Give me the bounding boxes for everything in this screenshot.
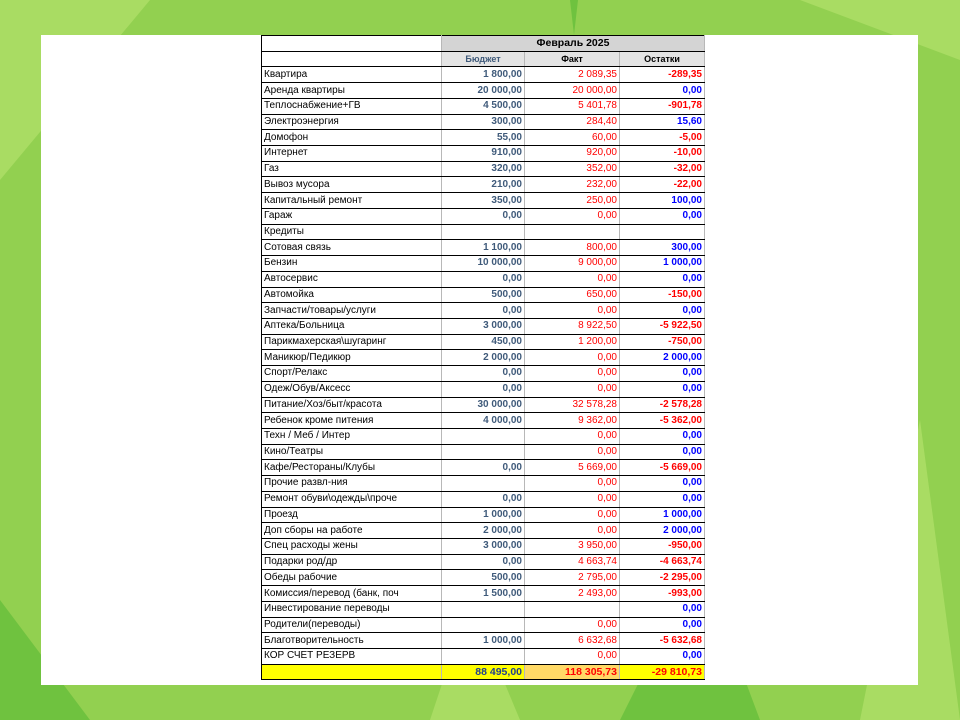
row-fact: 650,00 <box>525 287 620 303</box>
row-category: Капитальный ремонт <box>262 193 442 209</box>
row-rest: 0,00 <box>620 601 705 617</box>
total-row <box>262 664 705 680</box>
row-budget <box>442 649 525 665</box>
table-row <box>262 303 705 319</box>
period-title: Февраль 2025 <box>442 36 705 52</box>
row-fact: 9 000,00 <box>525 256 620 272</box>
row-fact: 2 089,35 <box>525 67 620 83</box>
table-row <box>262 193 705 209</box>
row-fact: 0,00 <box>525 208 620 224</box>
table-row <box>262 161 705 177</box>
row-budget: 30 000,00 <box>442 397 525 413</box>
row-fact: 0,00 <box>525 350 620 366</box>
row-rest: -22,00 <box>620 177 705 193</box>
row-budget: 2 000,00 <box>442 350 525 366</box>
column-header-budget: Бюджет <box>442 51 525 67</box>
row-budget <box>442 601 525 617</box>
row-fact: 1 200,00 <box>525 334 620 350</box>
row-rest: 100,00 <box>620 193 705 209</box>
row-budget <box>442 444 525 460</box>
table-row <box>262 177 705 193</box>
row-category: Маникюр/Педикюр <box>262 350 442 366</box>
row-category: Кино/Театры <box>262 444 442 460</box>
row-category: Техн / Меб / Интер <box>262 428 442 444</box>
row-fact: 284,40 <box>525 114 620 130</box>
table-row <box>262 428 705 444</box>
row-budget: 2 000,00 <box>442 523 525 539</box>
row-rest: 0,00 <box>620 208 705 224</box>
row-rest: -10,00 <box>620 146 705 162</box>
row-rest: -32,00 <box>620 161 705 177</box>
row-fact: 5 669,00 <box>525 460 620 476</box>
table-row <box>262 444 705 460</box>
table-row <box>262 114 705 130</box>
row-rest: -2 295,00 <box>620 570 705 586</box>
row-fact: 5 401,78 <box>525 98 620 114</box>
row-category: Бензин <box>262 256 442 272</box>
row-rest: -901,78 <box>620 98 705 114</box>
row-category: Парикмахерская\шугаринг <box>262 334 442 350</box>
row-budget: 0,00 <box>442 381 525 397</box>
row-fact: 9 362,00 <box>525 413 620 429</box>
row-budget: 1 800,00 <box>442 67 525 83</box>
row-fact: 0,00 <box>525 476 620 492</box>
row-fact: 32 578,28 <box>525 397 620 413</box>
row-rest: 15,60 <box>620 114 705 130</box>
total-rest: -29 810,73 <box>620 664 705 680</box>
row-fact: 2 795,00 <box>525 570 620 586</box>
table-row <box>262 476 705 492</box>
row-category: Кафе/Рестораны/Клубы <box>262 460 442 476</box>
row-rest: 2 000,00 <box>620 350 705 366</box>
table-row <box>262 271 705 287</box>
row-category: КОР СЧЕТ РЕЗЕРВ <box>262 649 442 665</box>
row-rest: 0,00 <box>620 491 705 507</box>
row-category: Доп сборы на работе <box>262 523 442 539</box>
table-row <box>262 318 705 334</box>
table-row <box>262 240 705 256</box>
row-rest: 0,00 <box>620 366 705 382</box>
table-row <box>262 366 705 382</box>
row-rest: -5 362,00 <box>620 413 705 429</box>
row-rest: -5 922,50 <box>620 318 705 334</box>
budget-table <box>261 35 705 680</box>
row-fact: 3 950,00 <box>525 539 620 555</box>
row-category: Проезд <box>262 507 442 523</box>
row-category: Благотворительность <box>262 633 442 649</box>
total-label <box>262 664 442 680</box>
row-rest: 2 000,00 <box>620 523 705 539</box>
row-budget: 0,00 <box>442 208 525 224</box>
row-budget: 0,00 <box>442 554 525 570</box>
row-fact: 920,00 <box>525 146 620 162</box>
table-row <box>262 570 705 586</box>
row-rest: -150,00 <box>620 287 705 303</box>
row-fact: 250,00 <box>525 193 620 209</box>
row-fact <box>525 224 620 240</box>
row-fact: 0,00 <box>525 523 620 539</box>
row-fact: 60,00 <box>525 130 620 146</box>
table-row <box>262 539 705 555</box>
row-rest: 0,00 <box>620 271 705 287</box>
row-budget: 210,00 <box>442 177 525 193</box>
row-rest: -289,35 <box>620 67 705 83</box>
row-fact: 0,00 <box>525 491 620 507</box>
row-fact: 0,00 <box>525 381 620 397</box>
row-budget <box>442 476 525 492</box>
row-fact: 20 000,00 <box>525 83 620 99</box>
row-rest <box>620 224 705 240</box>
row-rest: -5 669,00 <box>620 460 705 476</box>
row-fact: 0,00 <box>525 428 620 444</box>
row-rest: 1 000,00 <box>620 507 705 523</box>
total-fact: 118 305,73 <box>525 664 620 680</box>
row-category: Теплоснабжение+ГВ <box>262 98 442 114</box>
row-fact: 232,00 <box>525 177 620 193</box>
row-budget: 0,00 <box>442 491 525 507</box>
row-budget: 0,00 <box>442 460 525 476</box>
table-row <box>262 256 705 272</box>
row-fact: 4 663,74 <box>525 554 620 570</box>
row-category: Родители(переводы) <box>262 617 442 633</box>
row-rest: 0,00 <box>620 444 705 460</box>
row-fact: 0,00 <box>525 507 620 523</box>
total-budget: 88 495,00 <box>442 664 525 680</box>
row-category: Вывоз мусора <box>262 177 442 193</box>
row-budget: 500,00 <box>442 570 525 586</box>
row-rest: -993,00 <box>620 586 705 602</box>
row-rest: -5,00 <box>620 130 705 146</box>
header-blank <box>262 36 442 52</box>
row-category: Аптека/Больница <box>262 318 442 334</box>
table-row <box>262 586 705 602</box>
row-fact: 0,00 <box>525 271 620 287</box>
row-category: Ремонт обуви\одежды\проче <box>262 491 442 507</box>
row-budget: 3 000,00 <box>442 318 525 334</box>
row-budget: 20 000,00 <box>442 83 525 99</box>
table-row <box>262 460 705 476</box>
row-budget: 3 000,00 <box>442 539 525 555</box>
row-budget: 10 000,00 <box>442 256 525 272</box>
table-row <box>262 491 705 507</box>
row-budget: 1 000,00 <box>442 633 525 649</box>
row-fact: 0,00 <box>525 366 620 382</box>
table-header-columns <box>262 51 705 67</box>
row-category: Квартира <box>262 67 442 83</box>
row-category: Автомойка <box>262 287 442 303</box>
row-category: Кредиты <box>262 224 442 240</box>
header-blank <box>262 51 442 67</box>
row-category: Интернет <box>262 146 442 162</box>
row-rest: -950,00 <box>620 539 705 555</box>
table-row <box>262 381 705 397</box>
row-category: Гараж <box>262 208 442 224</box>
row-budget: 55,00 <box>442 130 525 146</box>
row-budget: 4 000,00 <box>442 413 525 429</box>
row-category: Комиссия/перевод (банк, поч <box>262 586 442 602</box>
row-fact: 800,00 <box>525 240 620 256</box>
table-row <box>262 287 705 303</box>
row-fact: 0,00 <box>525 444 620 460</box>
table-row <box>262 649 705 665</box>
column-header-rest: Остатки <box>620 51 705 67</box>
row-rest: 1 000,00 <box>620 256 705 272</box>
row-rest: 300,00 <box>620 240 705 256</box>
row-category: Домофон <box>262 130 442 146</box>
row-fact: 0,00 <box>525 303 620 319</box>
row-rest: -4 663,74 <box>620 554 705 570</box>
row-budget: 4 500,00 <box>442 98 525 114</box>
row-category: Ребенок кроме питения <box>262 413 442 429</box>
row-budget: 450,00 <box>442 334 525 350</box>
table-row <box>262 146 705 162</box>
table-row <box>262 334 705 350</box>
table-row <box>262 397 705 413</box>
row-budget <box>442 428 525 444</box>
row-budget: 500,00 <box>442 287 525 303</box>
row-budget: 350,00 <box>442 193 525 209</box>
row-budget <box>442 617 525 633</box>
table-row <box>262 208 705 224</box>
table-row <box>262 633 705 649</box>
row-category: Сотовая связь <box>262 240 442 256</box>
table-row <box>262 601 705 617</box>
row-rest: 0,00 <box>620 303 705 319</box>
table-row <box>262 507 705 523</box>
table-row <box>262 98 705 114</box>
row-category: Подарки род/др <box>262 554 442 570</box>
row-budget: 1 500,00 <box>442 586 525 602</box>
row-budget: 1 000,00 <box>442 507 525 523</box>
row-category: Аренда квартиры <box>262 83 442 99</box>
row-fact: 8 922,50 <box>525 318 620 334</box>
row-budget: 300,00 <box>442 114 525 130</box>
row-rest: -5 632,68 <box>620 633 705 649</box>
table-row <box>262 413 705 429</box>
row-fact: 2 493,00 <box>525 586 620 602</box>
row-fact <box>525 601 620 617</box>
table-row <box>262 130 705 146</box>
row-category: Газ <box>262 161 442 177</box>
row-budget <box>442 224 525 240</box>
row-budget: 1 100,00 <box>442 240 525 256</box>
row-fact: 6 632,68 <box>525 633 620 649</box>
table-row <box>262 523 705 539</box>
row-rest: 0,00 <box>620 428 705 444</box>
row-rest: 0,00 <box>620 476 705 492</box>
row-category: Автосервис <box>262 271 442 287</box>
row-budget: 910,00 <box>442 146 525 162</box>
row-rest: 0,00 <box>620 381 705 397</box>
row-category: Одеж/Обув/Аксесс <box>262 381 442 397</box>
row-budget: 0,00 <box>442 303 525 319</box>
row-rest: -2 578,28 <box>620 397 705 413</box>
row-rest: 0,00 <box>620 617 705 633</box>
row-category: Электроэнергия <box>262 114 442 130</box>
row-rest: 0,00 <box>620 649 705 665</box>
column-header-fact: Факт <box>525 51 620 67</box>
table-header-period <box>262 36 705 52</box>
row-category: Инвестирование переводы <box>262 601 442 617</box>
table-row <box>262 554 705 570</box>
row-fact: 352,00 <box>525 161 620 177</box>
row-category: Спорт/Релакс <box>262 366 442 382</box>
row-category: Запчасти/товары/услуги <box>262 303 442 319</box>
table-row <box>262 617 705 633</box>
table-row <box>262 83 705 99</box>
table-row <box>262 350 705 366</box>
row-budget: 0,00 <box>442 366 525 382</box>
table-row <box>262 224 705 240</box>
table-row <box>262 67 705 83</box>
row-rest: 0,00 <box>620 83 705 99</box>
row-category: Прочие развл-ния <box>262 476 442 492</box>
row-fact: 0,00 <box>525 649 620 665</box>
row-rest: -750,00 <box>620 334 705 350</box>
row-category: Питание/Хоз/быт/красота <box>262 397 442 413</box>
row-category: Обеды рабочие <box>262 570 442 586</box>
row-budget: 320,00 <box>442 161 525 177</box>
row-budget: 0,00 <box>442 271 525 287</box>
row-category: Спец расходы жены <box>262 539 442 555</box>
row-fact: 0,00 <box>525 617 620 633</box>
